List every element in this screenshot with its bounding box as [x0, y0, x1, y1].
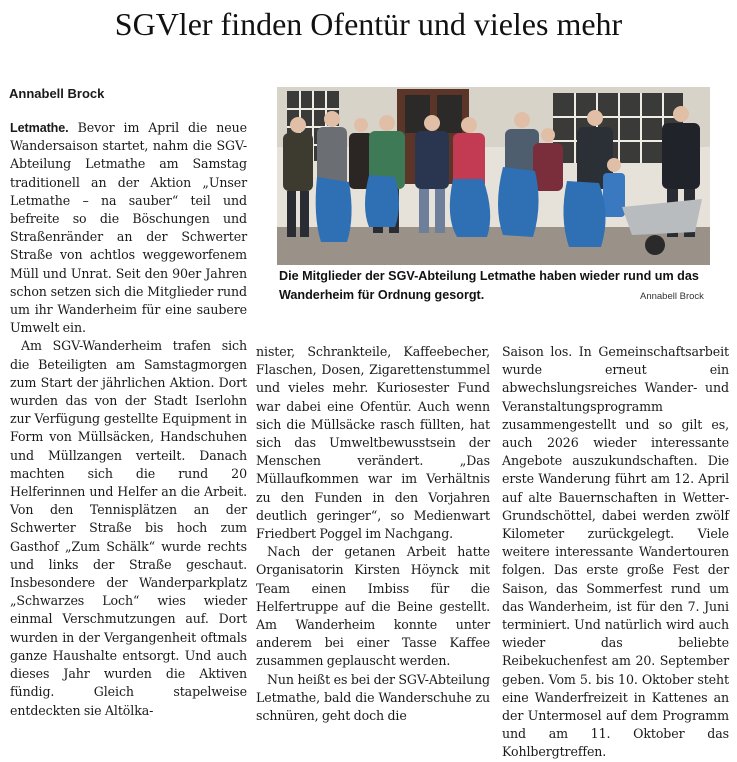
- body-paragraph: Nach der getanen Arbeit hatte Organisatorin Kirsten Höynck mit Team einen Imbiss für die Helfertruppe auf die Beine gestellt. Am Wanderheim konnte unter anderem bei einer Tasse Kaffee zusammen geplauscht werden.: [256, 544, 490, 669]
- headline: SGVler finden Ofentür und vieles mehr: [114, 6, 623, 42]
- group-photo-image: [277, 87, 710, 265]
- photo-credit: Annabell Brock: [640, 291, 704, 302]
- body-paragraph: Nun heißt es bei der SGV-Abteilung Letmathe, bald die Wanderschuhe zu schnüren, geht doch die: [256, 671, 490, 724]
- lead-paragraph: [10, 119, 247, 337]
- text-column-1: [10, 119, 247, 720]
- dateline: Letmathe.: [10, 121, 69, 135]
- photo-caption: Die Mitglieder der SGV-Abteilung Letmathe haben wieder rund um das Wanderheim für Ordnung gesorgt.: [279, 269, 699, 302]
- body-paragraph: Am SGV-Wanderheim trafen sich die Beteiligten am Samstagmorgen zum Start der jährlichen Aktion. Dort wurden das von der Stadt Iserlohn zur Verfügung gestellte Equipment in Form von Müllsäcken, Handschuhen und Müllzangen verteilt. Danach machten sich die rund 20 Helferinnen und Helfer an die Arbeit. Von den Tennisplätzen an der Schwerter Straße bis hoch zum Gasthof „Zum Schälk“ wurde rechts und links der Straße geschaut. Insbesondere der Wanderparkplatz „Schwarzes Loch“ wies wieder einmal Verschmutzungen auf. Dort wurden in der Vergangenheit oftmals ganze Haushalte entsorgt. Und auch dieses Jahr wurden die Aktiven fündig. Gleich stapelweise entdeckten sie Altölka-: [10, 338, 247, 718]
- lead-text: Bevor im April die neue Wandersaison startet, nahm die SGV-Abteilung Letmathe am Samstag traditionell an der Aktion „Unser Letmathe – na sauber“ teil und befreite so die Böschungen und Straßenränder an der Schwerter Straße von achtlos weggeworfenem Müll und Unrat. Seit den 90er Jahren schon setzen sich die Mitglieder rund um ihr Wanderheim für eine saubere Umwelt ein.: [10, 120, 247, 336]
- body-paragraph: nister, Schrankteile, Kaffeebecher, Flaschen, Dosen, Zigarettenstummel und vieles mehr. Kuriosester Fund war dabei eine Ofentür. Auch wenn sich die Müllsäcke rasch füllten, hat sich das Umweltbewusstsein der Menschen verändert. „Das Müllaufkommen war im Verhältnis zu den Funden in den Vorjahren deutlich geringer“, so Medienwart Friedbert Poggel im Nachgang.: [256, 344, 490, 542]
- body-paragraph: Saison los. In Gemeinschaftsarbeit wurde erneut ein abwechslungsreiches Wander- und Veranstaltungsprogramm zusammengestellt und so gilt es, auch 2026 wieder interessante Angebote auszukundschaften. Die erste Wanderung führt am 12. April auf alte Bauernschaften in Wetter-Grundschöttel, dabei werden zwölf Kilometer zurückgelegt. Viele weitere interessante Wandertouren folgen. Das erste große Fest der Saison, das Sommerfest rund um das Wanderheim, ist für den 7. Juni terminiert. Und natürlich wird auch wieder das beliebte Reibekuchenfest am 20. September geben. Vom 5. bis 10. Oktober steht eine Wanderfreizeit in Kattenes an der Untermosel auf dem Programm und am 11. Oktober das Kohlbergtreffen.: [502, 344, 729, 760]
- group-photo: [277, 87, 710, 265]
- text-column-2: [256, 343, 490, 725]
- text-column-3: [502, 343, 729, 762]
- author-byline: Annabell Brock: [9, 86, 105, 101]
